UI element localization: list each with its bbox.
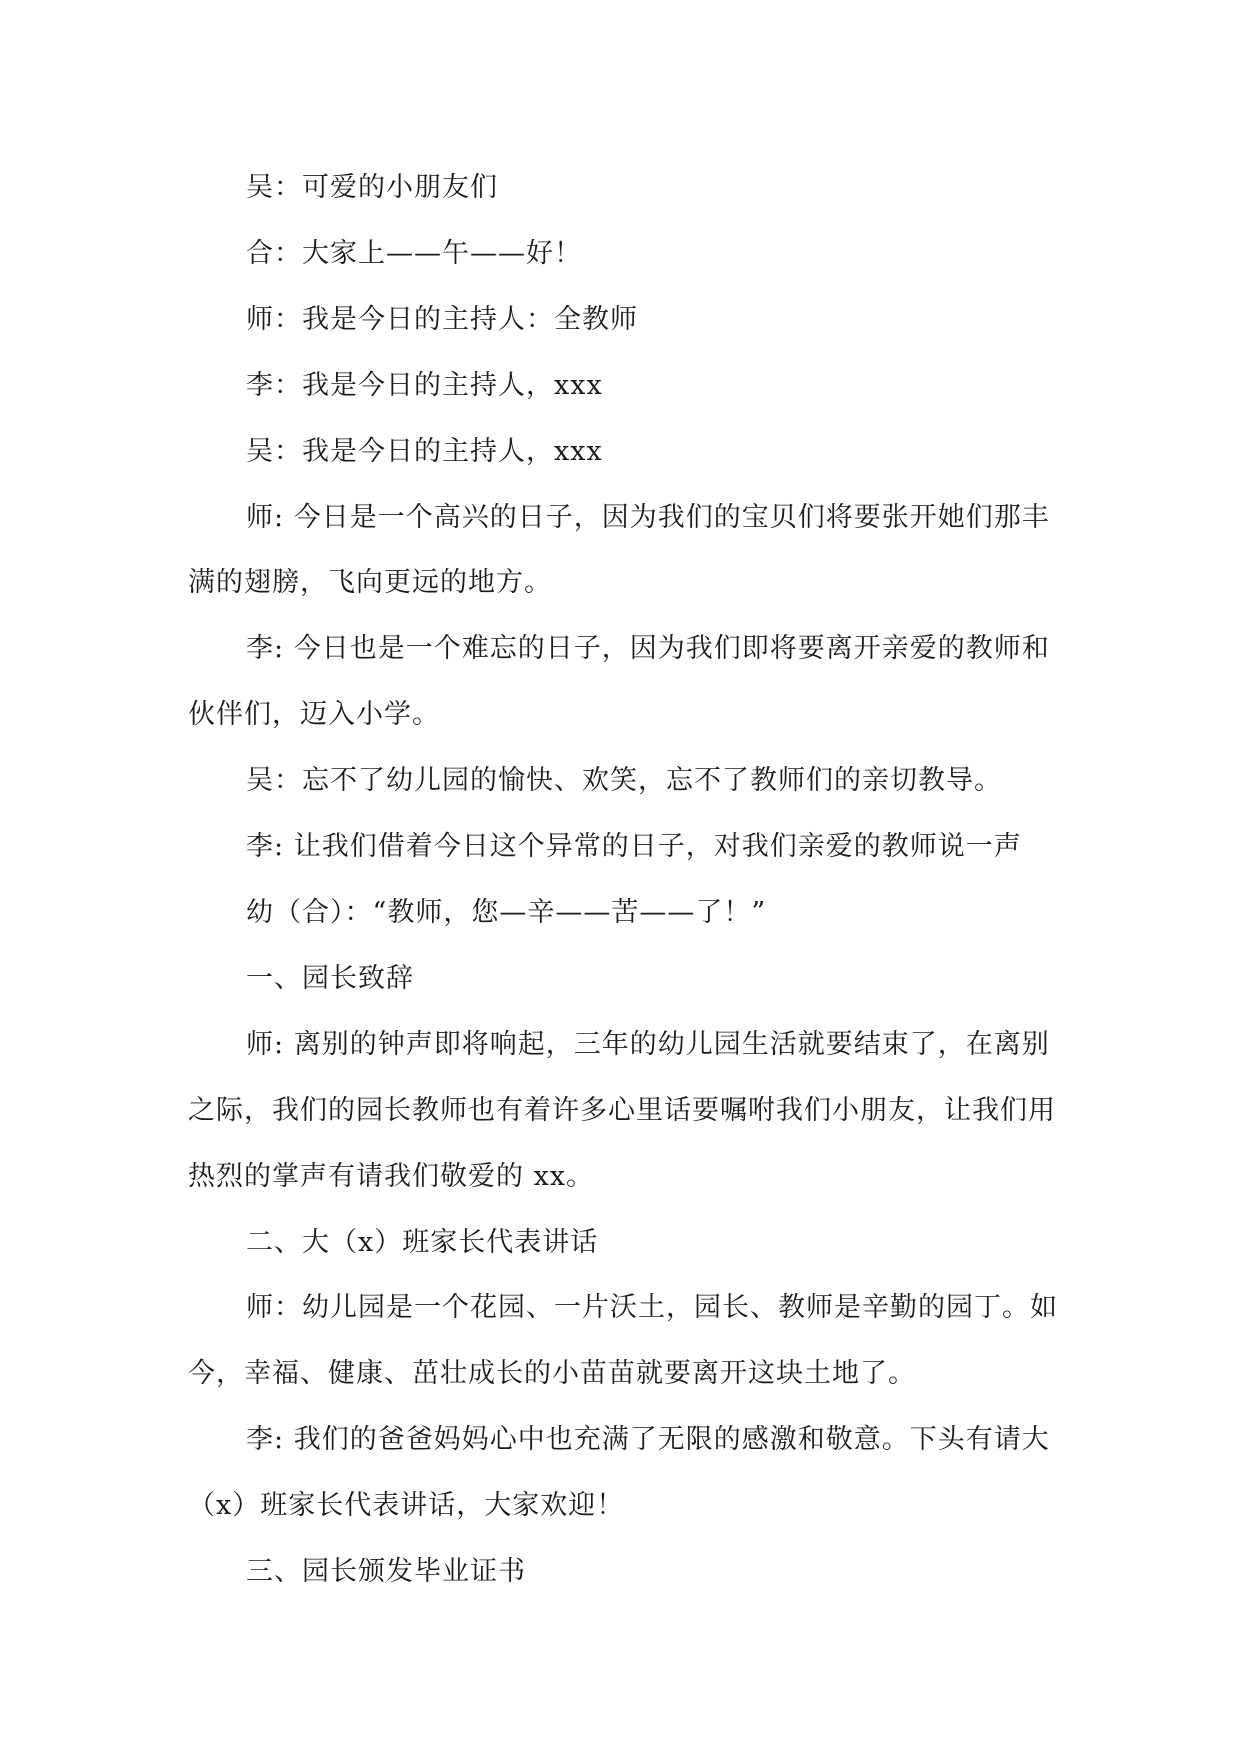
- paragraph: 师：幼儿园是一个花园、一片沃土，园长、教师是辛勤的园丁。如今，幸福、健康、茁壮成长的小苗苗就要离开这块土地了。: [188, 1292, 1059, 1390]
- paragraph: 李: 今日也是一个难忘的日子，因为我们即将要离开亲爱的教师和伙伴们，迈入小学。: [188, 633, 1050, 731]
- paragraph: 合：大家上——午——好！: [246, 237, 583, 269]
- paragraph: 幼（合）：“教师，您—辛——苦——了！”: [246, 896, 767, 928]
- paragraph: 李：我是今日的主持人，xxx: [246, 369, 603, 401]
- paragraph: 吴：忘不了幼儿园的愉快、欢笑，忘不了教师们的亲切教导。: [246, 765, 1003, 797]
- section-heading: 三、园长颁发毕业证书: [246, 1556, 527, 1588]
- paragraph: 师: 今日是一个高兴的日子，因为我们的宝贝们将要张开她们那丰满的翅膀，飞向更远的地方。: [188, 501, 1050, 599]
- paragraph: 吴：我是今日的主持人，xxx: [246, 435, 603, 467]
- paragraph: 吴：可爱的小朋友们: [246, 172, 499, 203]
- section-heading: 二、大（x）班家长代表讲话: [246, 1226, 599, 1258]
- section-heading: 一、园长致辞: [246, 962, 415, 994]
- document-body: [188, 155, 1064, 1605]
- paragraph: 师：我是今日的主持人：全教师: [246, 303, 639, 335]
- paragraph: 师: 离别的钟声即将响起，三年的幼儿园生活就要结束了，在离别之际，我们的园长教师也有着许多心里话要嘱咐我们小朋友，让我们用热烈的掌声有请我们敬爱的 xx。: [188, 1028, 1056, 1192]
- paragraph: 李: 让我们借着今日这个异常的日子，对我们亲爱的教师说一声: [246, 831, 1022, 863]
- paragraph: 李: 我们的爸爸妈妈心中也充满了无限的感激和敬意。下头有请大（x）班家长代表讲话，大家欢迎！: [188, 1424, 1050, 1522]
